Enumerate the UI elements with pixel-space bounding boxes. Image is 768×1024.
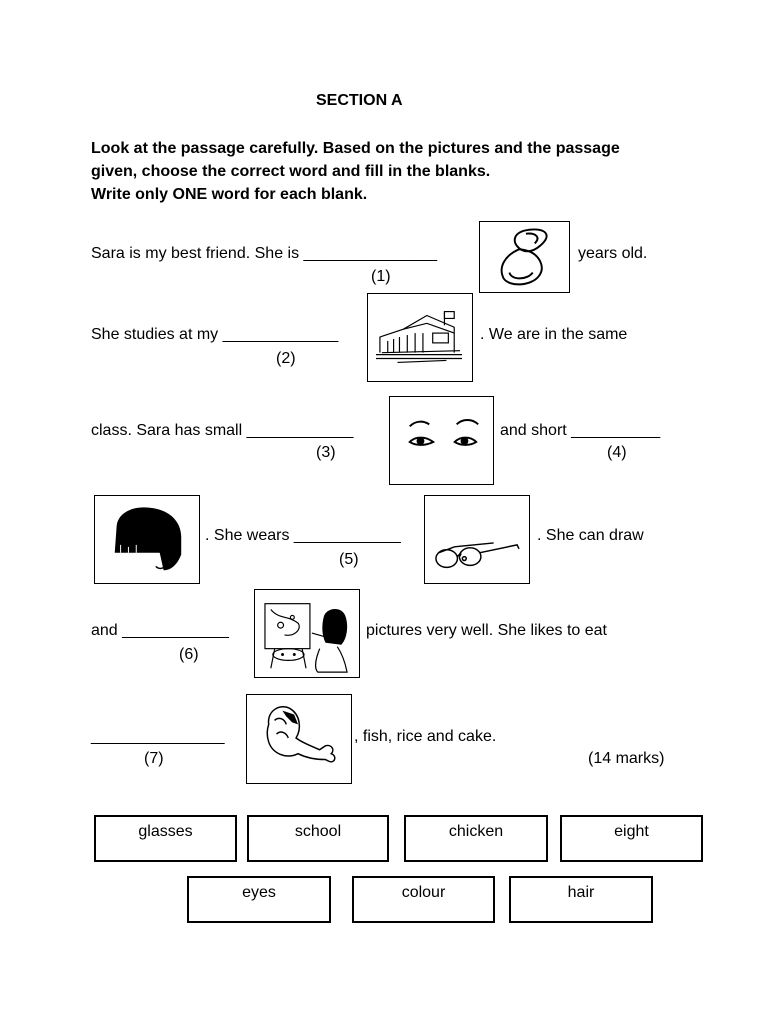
word-box-eight: eight [560, 815, 703, 862]
passage-line-4a: . She wears ____________ [205, 527, 401, 544]
passage-line-5b: pictures very well. She likes to eat [366, 622, 607, 639]
chicken-drumstick-icon [247, 695, 351, 783]
word-box-colour: colour [352, 876, 495, 923]
word-box-chicken: chicken [404, 815, 548, 862]
word-box-glasses: glasses [94, 815, 237, 862]
passage-line-6a: _______________ [91, 728, 225, 745]
drumstick-picture [246, 694, 352, 784]
passage-line-4b: . She can draw [537, 527, 644, 544]
passage-line-1a: Sara is my best friend. She is _______________ [91, 245, 438, 262]
hair-picture [94, 495, 200, 584]
blank-number-5: (5) [339, 551, 359, 568]
eyes-icon [390, 397, 493, 484]
blank-number-2: (2) [276, 350, 296, 367]
school-picture [367, 293, 473, 382]
instruction-line-1: Look at the passage carefully. Based on the pictures and the passage [91, 140, 620, 157]
word-box-hair: hair [509, 876, 653, 923]
glasses-icon [425, 496, 529, 583]
passage-line-2a: She studies at my _____________ [91, 326, 339, 343]
number-eight-icon [480, 222, 569, 292]
passage-line-2b: . We are in the same [480, 326, 628, 343]
passage-line-3a: class. Sara has small ____________ [91, 422, 354, 439]
glasses-picture [424, 495, 530, 584]
blank-number-3: (3) [316, 444, 336, 461]
blank-number-4: (4) [607, 444, 627, 461]
blank-number-1: (1) [371, 268, 391, 285]
instruction-line-2: given, choose the correct word and fill in the blanks. [91, 163, 491, 180]
word-box-school: school [247, 815, 389, 862]
passage-line-6b: , fish, rice and cake. [354, 728, 497, 745]
passage-line-3b: and short __________ [500, 422, 661, 439]
girl-painting-icon [255, 590, 359, 677]
passage-line-5a: and ____________ [91, 622, 229, 639]
instruction-line-3: Write only ONE word for each blank. [91, 186, 368, 203]
section-title: SECTION A [316, 92, 403, 109]
school-building-icon [368, 294, 472, 381]
number-eight-picture [479, 221, 570, 293]
blank-number-6: (6) [179, 646, 199, 663]
passage-line-1b: years old. [578, 245, 648, 262]
word-box-eyes: eyes [187, 876, 331, 923]
blank-number-7: (7) [144, 750, 164, 767]
painting-picture [254, 589, 360, 678]
short-hair-icon [95, 496, 199, 583]
marks-label: (14 marks) [588, 750, 665, 767]
eyes-picture [389, 396, 494, 485]
